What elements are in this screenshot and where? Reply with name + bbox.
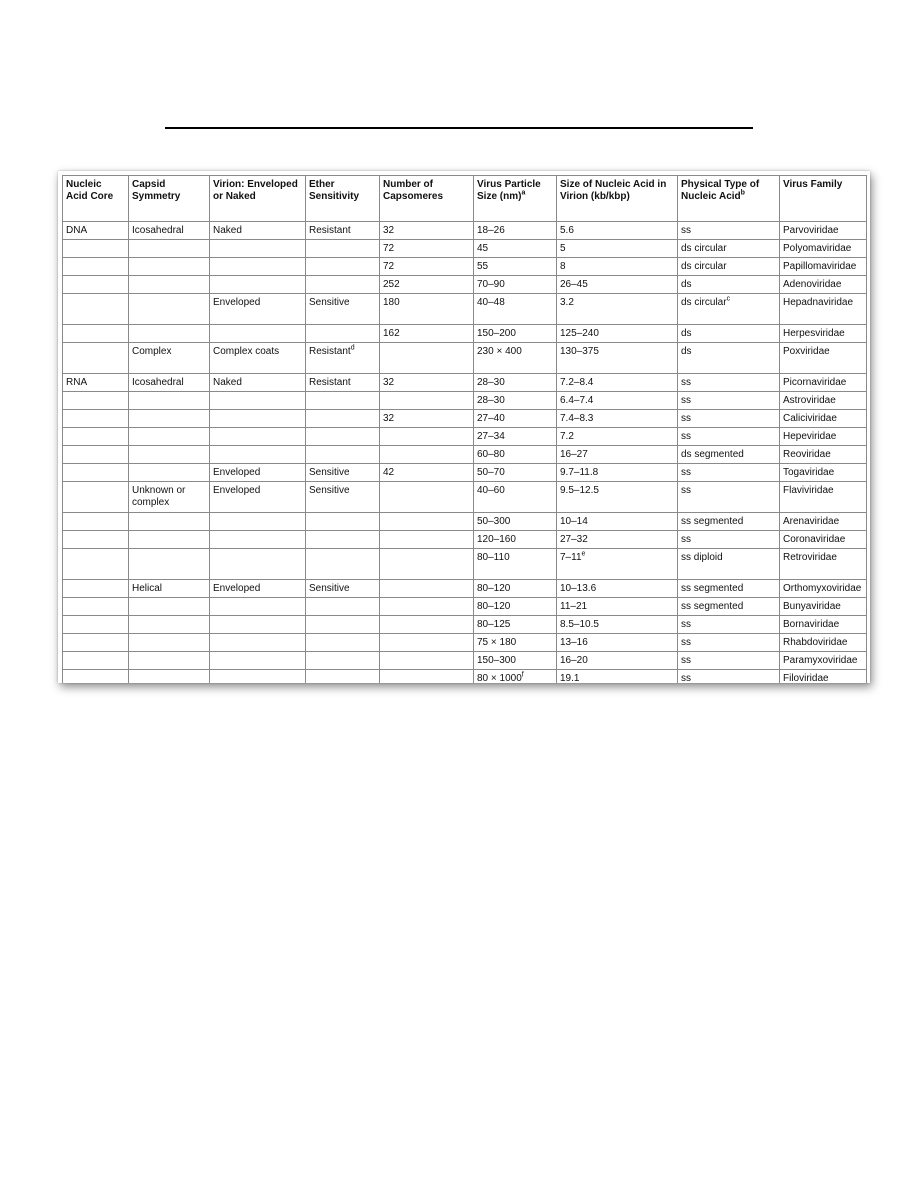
table-cell — [380, 598, 474, 616]
table-cell: Complex coats — [210, 343, 306, 374]
table-cell: Resistant — [306, 374, 380, 392]
header-cell: Virion: Enveloped or Naked — [210, 176, 306, 222]
header-cell: Ether Sensitivity — [306, 176, 380, 222]
table-cell — [63, 392, 129, 410]
table-row — [63, 531, 867, 549]
table-cell: ss — [678, 531, 780, 549]
table-cell — [306, 634, 380, 652]
table-row — [63, 513, 867, 531]
table-cell: 80–120 — [474, 598, 557, 616]
footnote-marker: b — [740, 189, 745, 197]
table-cell: ss — [678, 670, 780, 684]
table-row — [63, 428, 867, 446]
table-cell — [63, 598, 129, 616]
table-cell: Astroviridae — [780, 392, 867, 410]
table-cell: Enveloped — [210, 482, 306, 513]
table-row — [63, 410, 867, 428]
table-cell: 32 — [380, 222, 474, 240]
table-cell: ss — [678, 616, 780, 634]
header-cell: Virus Family — [780, 176, 867, 222]
table-cell: Herpesviridae — [780, 325, 867, 343]
table-cell — [63, 240, 129, 258]
table-cell: 72 — [380, 258, 474, 276]
table-cell: 50–70 — [474, 464, 557, 482]
table-cell — [63, 410, 129, 428]
table-row — [63, 294, 867, 325]
table-cell: Enveloped — [210, 580, 306, 598]
table-cell — [210, 258, 306, 276]
table-cell — [380, 513, 474, 531]
table-cell: Reoviridae — [780, 446, 867, 464]
table-cell: Arenaviridae — [780, 513, 867, 531]
table-row — [63, 222, 867, 240]
table-cell: 27–32 — [557, 531, 678, 549]
table-cell: 50–300 — [474, 513, 557, 531]
table-cell: Sensitive — [306, 580, 380, 598]
table-cell: ss — [678, 392, 780, 410]
table-cell — [210, 446, 306, 464]
table-cell — [380, 446, 474, 464]
table-cell: 70–90 — [474, 276, 557, 294]
table-cell: $80 \times 1000^f$ — [474, 670, 557, 684]
table-cell: 9.7–11.8 — [557, 464, 678, 482]
table-cell — [306, 513, 380, 531]
table-cell — [306, 670, 380, 684]
table-cell: 42 — [380, 464, 474, 482]
table-cell — [210, 652, 306, 670]
table-cell — [63, 634, 129, 652]
table-cell — [63, 343, 129, 374]
table-cell: 26–45 — [557, 276, 678, 294]
header-row — [63, 176, 867, 222]
table-cell: 5 — [557, 240, 678, 258]
table-cell: 55 — [474, 258, 557, 276]
footnote-marker: f — [521, 671, 524, 679]
table-cell — [380, 616, 474, 634]
table-cell: 60–80 — [474, 446, 557, 464]
table-cell: 72 — [380, 240, 474, 258]
table-cell: ss — [678, 464, 780, 482]
table-cell — [129, 652, 210, 670]
table-cell — [63, 482, 129, 513]
header-cell: Virus Particle Size (nm)$^a$ — [474, 176, 557, 222]
table-cell — [380, 549, 474, 580]
table-cell: 8.5–10.5 — [557, 616, 678, 634]
title-rule — [165, 127, 753, 129]
table-row — [63, 464, 867, 482]
table-cell: ds — [678, 343, 780, 374]
table-cell: 10–14 — [557, 513, 678, 531]
table-cell — [129, 446, 210, 464]
table-cell — [210, 325, 306, 343]
table-row — [63, 276, 867, 294]
header-cell: Size of Nucleic Acid in Virion (kb/kbp) — [557, 176, 678, 222]
table-cell: Resistant$^d$ — [306, 343, 380, 374]
table-cell — [129, 598, 210, 616]
table-cell: 150–200 — [474, 325, 557, 343]
header-cell: Number of Capsomeres — [380, 176, 474, 222]
table-cell — [129, 531, 210, 549]
table-cell — [210, 616, 306, 634]
table-cell: 180 — [380, 294, 474, 325]
table-cell: 6.4–7.4 — [557, 392, 678, 410]
table-cell: 32 — [380, 374, 474, 392]
table-cell: 16–27 — [557, 446, 678, 464]
table-cell — [129, 549, 210, 580]
table-cell: ds segmented — [678, 446, 780, 464]
table-cell: Retroviridae — [780, 549, 867, 580]
table-cell — [129, 392, 210, 410]
table-cell — [210, 531, 306, 549]
table-cell: 18–26 — [474, 222, 557, 240]
table-cell — [306, 549, 380, 580]
table-cell: Filoviridae — [780, 670, 867, 684]
table-cell — [63, 294, 129, 325]
table-cell: Enveloped — [210, 294, 306, 325]
table-cell — [380, 343, 474, 374]
table-cell: 11–21 — [557, 598, 678, 616]
table-cell — [129, 325, 210, 343]
table-cell — [210, 276, 306, 294]
table-cell: 10–13.6 — [557, 580, 678, 598]
table-cell: ss — [678, 410, 780, 428]
table-cell: ss — [678, 428, 780, 446]
table-cell: Paramyxoviridae — [780, 652, 867, 670]
table-cell: Togaviridae — [780, 464, 867, 482]
table-cell: Picornaviridae — [780, 374, 867, 392]
table-cell — [63, 616, 129, 634]
table-cell — [129, 634, 210, 652]
table-cell — [210, 598, 306, 616]
table-cell: Sensitive — [306, 464, 380, 482]
table-cell — [380, 670, 474, 684]
table-cell: 125–240 — [557, 325, 678, 343]
table-cell — [380, 634, 474, 652]
table-cell — [63, 652, 129, 670]
table-cell: 16–20 — [557, 652, 678, 670]
table-cell: 130–375 — [557, 343, 678, 374]
table-row — [63, 258, 867, 276]
table-cell: 13–16 — [557, 634, 678, 652]
table-cell: Complex — [129, 343, 210, 374]
table-cell — [306, 325, 380, 343]
table-cell: ss segmented — [678, 580, 780, 598]
table-cell: ss diploid — [678, 549, 780, 580]
table-cell — [63, 464, 129, 482]
table-cell — [129, 240, 210, 258]
table-cell: Polyomaviridae — [780, 240, 867, 258]
table-cell: Rhabdoviridae — [780, 634, 867, 652]
table-cell: Bornaviridae — [780, 616, 867, 634]
table-cell: Hepadnaviridae — [780, 294, 867, 325]
table-cell: Sensitive — [306, 482, 380, 513]
table-cell: 9.5–12.5 — [557, 482, 678, 513]
table-cell — [380, 428, 474, 446]
table-cell: ss — [678, 482, 780, 513]
table-cell: 162 — [380, 325, 474, 343]
table-cell — [210, 670, 306, 684]
table-row — [63, 482, 867, 513]
table-cell: 5.6 — [557, 222, 678, 240]
table-row — [63, 580, 867, 598]
table-cell: 27–34 — [474, 428, 557, 446]
table-cell — [306, 428, 380, 446]
table-cell — [306, 652, 380, 670]
table-cell — [129, 464, 210, 482]
table-cell — [129, 258, 210, 276]
table-cell: ds — [678, 325, 780, 343]
table-cell: Naked — [210, 374, 306, 392]
table-row — [63, 634, 867, 652]
table-cell — [306, 410, 380, 428]
table-cell — [63, 670, 129, 684]
table-cell: ds circular — [678, 240, 780, 258]
virus-classification-table-frame — [58, 171, 870, 683]
table-cell — [306, 392, 380, 410]
table-cell: 7.2 — [557, 428, 678, 446]
table-cell: Bunyaviridae — [780, 598, 867, 616]
table-cell — [380, 652, 474, 670]
table-cell — [129, 670, 210, 684]
table-cell — [129, 276, 210, 294]
table-cell — [306, 258, 380, 276]
table-cell: 28–30 — [474, 392, 557, 410]
table-cell — [129, 294, 210, 325]
table-cell: ds — [678, 276, 780, 294]
table-cell: ss — [678, 222, 780, 240]
table-cell: Caliciviridae — [780, 410, 867, 428]
table-cell: ds circular — [678, 258, 780, 276]
table-row — [63, 549, 867, 580]
table-cell: ss segmented — [678, 598, 780, 616]
table-cell: Parvoviridae — [780, 222, 867, 240]
table-cell: DNA — [63, 222, 129, 240]
table-row — [63, 616, 867, 634]
table-cell — [306, 616, 380, 634]
table-cell: 40–48 — [474, 294, 557, 325]
table-cell: Adenoviridae — [780, 276, 867, 294]
table-cell: 28–30 — [474, 374, 557, 392]
table-cell: Helical — [129, 580, 210, 598]
table-cell: 230 × 400 — [474, 343, 557, 374]
table-cell — [210, 549, 306, 580]
table-cell — [63, 446, 129, 464]
table-cell — [210, 392, 306, 410]
table-cell — [306, 276, 380, 294]
table-cell: 27–40 — [474, 410, 557, 428]
footnote-marker: d — [350, 344, 355, 352]
table-row — [63, 343, 867, 374]
table-row — [63, 325, 867, 343]
table-cell: 80–110 — [474, 549, 557, 580]
table-cell — [210, 428, 306, 446]
table-row — [63, 240, 867, 258]
table-row — [63, 652, 867, 670]
table-cell — [63, 549, 129, 580]
table-cell: ss — [678, 634, 780, 652]
table-cell: 80–120 — [474, 580, 557, 598]
table-cell: 80–125 — [474, 616, 557, 634]
table-cell — [380, 531, 474, 549]
table-cell: ss segmented — [678, 513, 780, 531]
table-cell — [63, 276, 129, 294]
table-row — [63, 670, 867, 684]
table-cell: Resistant — [306, 222, 380, 240]
table-row — [63, 374, 867, 392]
table-cell: 7.4–8.3 — [557, 410, 678, 428]
table-cell: 8 — [557, 258, 678, 276]
table-body — [63, 222, 867, 684]
table-cell: 252 — [380, 276, 474, 294]
table-cell — [306, 531, 380, 549]
table-cell: Coronaviridae — [780, 531, 867, 549]
table-cell — [210, 513, 306, 531]
table-cell — [129, 410, 210, 428]
table-cell: 7.2–8.4 — [557, 374, 678, 392]
table-row — [63, 392, 867, 410]
table-cell: Poxviridae — [780, 343, 867, 374]
table-cell — [380, 482, 474, 513]
table-cell — [63, 258, 129, 276]
table-cell — [380, 580, 474, 598]
table-cell: 45 — [474, 240, 557, 258]
table-row — [63, 598, 867, 616]
table-cell: 75 × 180 — [474, 634, 557, 652]
table-cell: 19.1 — [557, 670, 678, 684]
table-cell — [129, 616, 210, 634]
table-cell — [306, 446, 380, 464]
table-cell: Icosahedral — [129, 374, 210, 392]
table-cell: ss — [678, 374, 780, 392]
header-cell: Physical Type of Nucleic Acid$^b$ — [678, 176, 780, 222]
table-cell: 40–60 — [474, 482, 557, 513]
table-cell — [380, 392, 474, 410]
table-cell — [129, 513, 210, 531]
table-cell — [129, 428, 210, 446]
virus-classification-table — [62, 175, 867, 683]
table-cell: ds circular$^c$ — [678, 294, 780, 325]
table-cell: Icosahedral — [129, 222, 210, 240]
table-cell — [63, 580, 129, 598]
table-cell — [210, 634, 306, 652]
table-cell: Unknown or complex — [129, 482, 210, 513]
table-cell — [306, 598, 380, 616]
footnote-marker: a — [521, 189, 526, 197]
table-cell: 3.2 — [557, 294, 678, 325]
table-cell: Hepeviridae — [780, 428, 867, 446]
table-cell: Flaviviridae — [780, 482, 867, 513]
table-cell — [63, 531, 129, 549]
footnote-marker: c — [726, 295, 731, 303]
header-cell: Capsid Symmetry — [129, 176, 210, 222]
table-cell: Naked — [210, 222, 306, 240]
footnote-marker: e — [581, 550, 586, 558]
table-cell — [63, 513, 129, 531]
table-cell — [210, 410, 306, 428]
table-cell: Sensitive — [306, 294, 380, 325]
table-cell: Orthomyxoviridae — [780, 580, 867, 598]
table-row — [63, 446, 867, 464]
table-cell — [63, 428, 129, 446]
table-cell — [63, 325, 129, 343]
table-cell: ss — [678, 652, 780, 670]
table-cell — [210, 240, 306, 258]
table-cell: 7–11e — [557, 549, 678, 580]
header-cell: Nucleic Acid Core — [63, 176, 129, 222]
table-cell: 32 — [380, 410, 474, 428]
table-cell: Papillomaviridae — [780, 258, 867, 276]
table-cell: 150–300 — [474, 652, 557, 670]
table-cell: Enveloped — [210, 464, 306, 482]
table-cell: RNA — [63, 374, 129, 392]
table-cell — [306, 240, 380, 258]
table-cell: 120–160 — [474, 531, 557, 549]
